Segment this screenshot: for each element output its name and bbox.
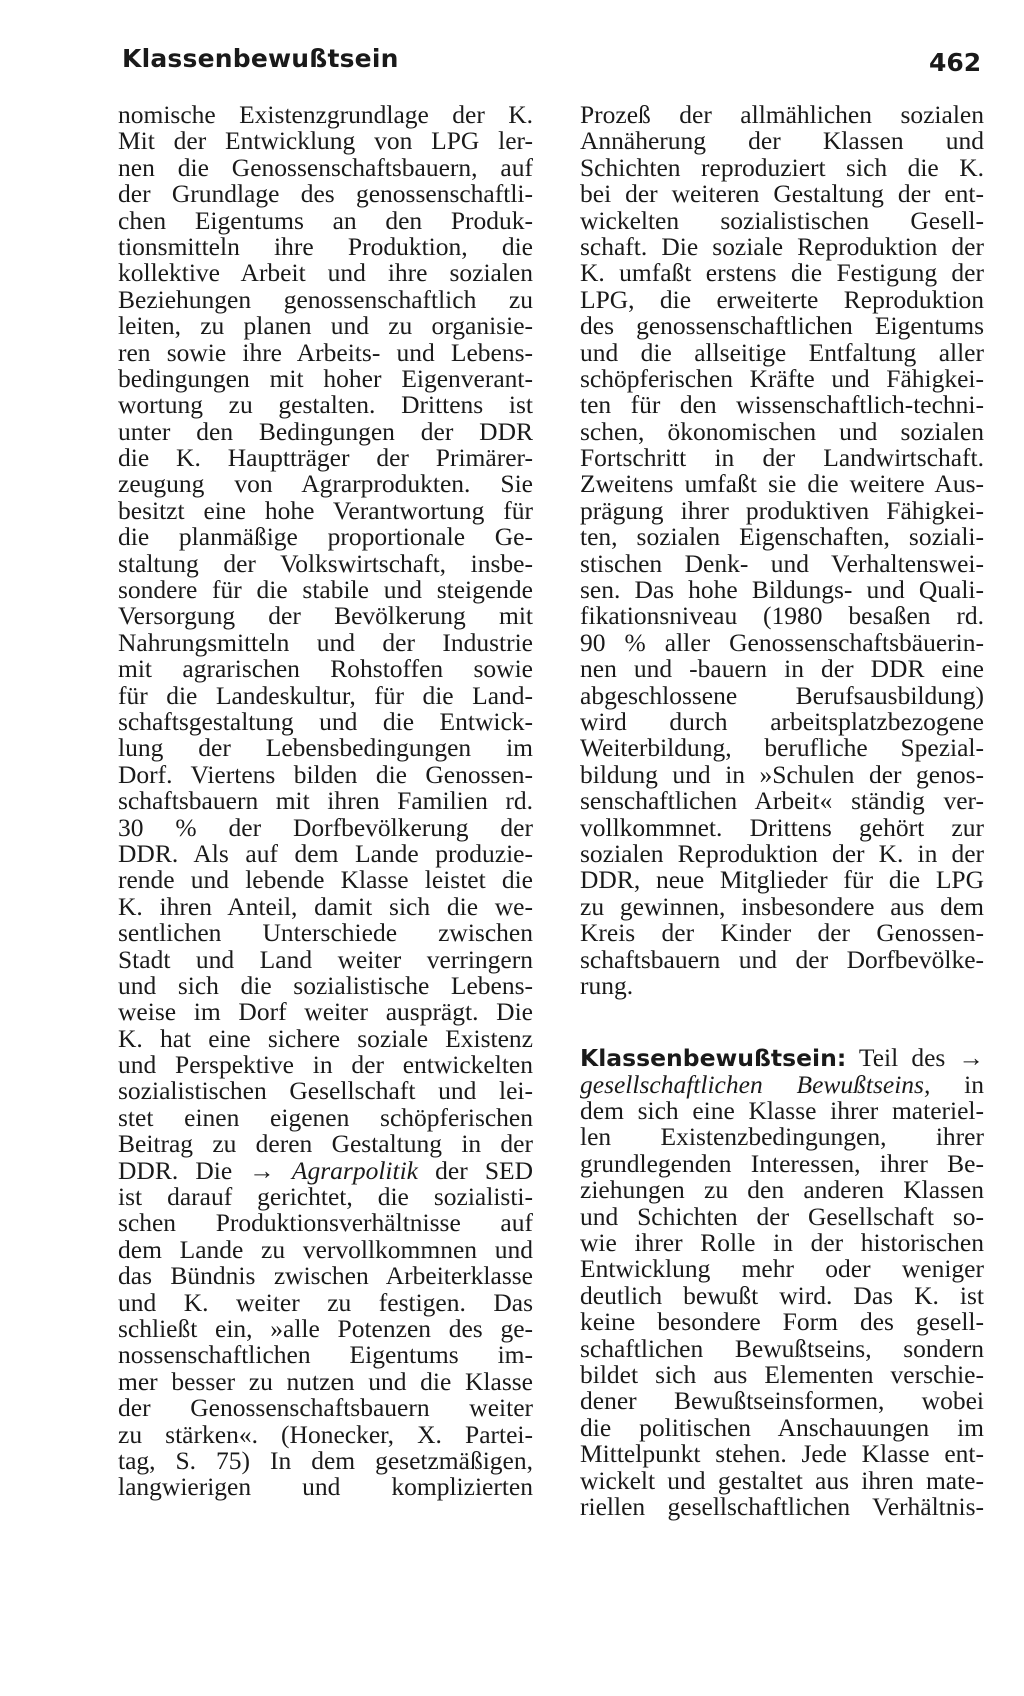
text-line: len Existenzbedingungen, ihrer bbox=[580, 1122, 984, 1152]
text-line: mit agrarischen Rohstoffen sowie bbox=[118, 654, 533, 684]
text-line: sondere für die stabile und steigende bbox=[118, 575, 533, 605]
text-line: vollkommnet. Drittens gehört zur bbox=[580, 812, 984, 842]
text-line: weise im Dorf weiter ausprägt. Die bbox=[118, 997, 533, 1027]
text-line: schen, ökonomischen und sozialen bbox=[580, 416, 984, 446]
text-line: stet einen eigenen schöpferischen bbox=[118, 1102, 533, 1132]
text-line: schaftlichen Bewußtseins, sondern bbox=[580, 1333, 984, 1363]
text-line-agrarpolitik: DDR. Die → Agrarpolitik der SED bbox=[118, 1155, 533, 1185]
text-line: Stadt und Land weiter verringern bbox=[118, 944, 533, 974]
text-line: nen die Genossenschaftsbauern, auf bbox=[118, 152, 533, 182]
text-line: wird durch arbeitsplatzbezogene bbox=[580, 706, 984, 736]
text-line: abgeschlossene Berufsausbildung) bbox=[580, 680, 984, 710]
text-line: die politischen Anschauungen im bbox=[580, 1412, 984, 1442]
text-line: DDR, neue Mitglieder für die LPG bbox=[580, 865, 984, 895]
text-line: Beziehungen genossenschaftlich zu bbox=[118, 284, 533, 314]
text-line: schen Produktionsverhältnisse auf bbox=[118, 1208, 533, 1238]
text-line: und die allseitige Entfaltung aller bbox=[580, 337, 984, 367]
text-line: Mit der Entwicklung von LPG ler- bbox=[118, 126, 533, 156]
text-line: sozialistischen Gesellschaft und lei- bbox=[118, 1076, 533, 1106]
text-line: bildet sich aus Elementen verschie- bbox=[580, 1359, 984, 1389]
text-line: fikationsniveau (1980 besaßen rd. bbox=[580, 601, 984, 631]
text-line: Kreis der Kinder der Genossen- bbox=[580, 918, 984, 948]
text-line: kollektive Arbeit und ihre sozialen bbox=[118, 258, 533, 288]
text-line: Mittelpunkt stehen. Jede Klasse ent- bbox=[580, 1439, 984, 1469]
text-line: stischen Denk- und Verhaltenswei- bbox=[580, 548, 984, 578]
text-line: LPG, die erweiterte Reproduktion bbox=[580, 284, 984, 314]
text-line: schöpferischen Kräfte und Fähigkei- bbox=[580, 363, 984, 393]
text-line: 90 % aller Genossenschaftsbäuerin- bbox=[580, 627, 984, 657]
text-line: das Bündnis zwischen Arbeiterklasse bbox=[118, 1261, 533, 1291]
text-line: ist darauf gerichtet, die sozialisti- bbox=[118, 1182, 533, 1212]
text-line: des genossenschaftlichen Eigentums bbox=[580, 311, 984, 341]
text-line: der Genossenschaftsbauern weiter bbox=[118, 1393, 533, 1423]
text-line: Fortschritt in der Landwirtschaft. bbox=[580, 443, 984, 473]
text-line: Schichten reproduziert sich die K. bbox=[580, 152, 984, 182]
text-line: der Grundlage des genossenschaftli- bbox=[118, 179, 533, 209]
text-line: und sich die sozialistische Lebens- bbox=[118, 970, 533, 1000]
text-line: Zweitens umfaßt sie die weitere Aus- bbox=[580, 469, 984, 499]
text-line: staltung der Volkswirtschaft, insbe- bbox=[118, 548, 533, 578]
running-head-title: Klassenbewußtsein bbox=[122, 44, 399, 73]
text-line: 30 % der Dorfbevölkerung der bbox=[118, 812, 533, 842]
text-line: chen Eigentums an den Produk- bbox=[118, 205, 533, 235]
text-line: nomische Existenzgrundlage der K. bbox=[118, 100, 533, 129]
text-line: schaftsbauern und der Dorfbevölke- bbox=[580, 944, 984, 974]
text-line: sen. Das hohe Bildungs- und Quali- bbox=[580, 575, 984, 605]
text-line: Weiterbildung, berufliche Spezial- bbox=[580, 733, 984, 763]
text-line: Entwicklung mehr oder weniger bbox=[580, 1254, 984, 1284]
text-line: grundlegenden Interessen, ihrer Be- bbox=[580, 1148, 984, 1178]
text-line: zu gewinnen, insbesondere aus dem bbox=[580, 891, 984, 921]
text-line: und Schichten der Gesellschaft so- bbox=[580, 1201, 984, 1231]
text-line: K. umfaßt erstens die Festigung der bbox=[580, 258, 984, 288]
text-line: ten für den wissenschaftlich-techni- bbox=[580, 390, 984, 420]
text-line: tionsmitteln ihre Produktion, die bbox=[118, 231, 533, 261]
text-line: und Perspektive in der entwickelten bbox=[118, 1050, 533, 1080]
entry-body-lines bbox=[580, 1098, 984, 1520]
text-line: nossenschaftlichen Eigentums im- bbox=[118, 1340, 533, 1370]
text-line: K. ihren Anteil, damit sich die we- bbox=[118, 891, 533, 921]
text-line: deutlich bewußt wird. Das K. ist bbox=[580, 1280, 984, 1310]
text-line: die K. Hauptträger der Primärer- bbox=[118, 443, 533, 473]
text-line: schaftsgestaltung und die Entwick- bbox=[118, 706, 533, 736]
entry-term: Klassenbewußtsein: bbox=[580, 1044, 847, 1073]
text-line: bedingungen mit hoher Eigenverant- bbox=[118, 363, 533, 393]
text-line: für die Landeskultur, für die Land- bbox=[118, 680, 533, 710]
text-line: nen und -bauern in der DDR eine bbox=[580, 654, 984, 684]
text-line: und K. weiter zu festigen. Das bbox=[118, 1287, 533, 1317]
text-line: die planmäßige proportionale Ge- bbox=[118, 522, 533, 552]
text-line: rende und lebende Klasse leistet die bbox=[118, 865, 533, 895]
right-column-lines bbox=[580, 102, 984, 999]
text-line: schließt ein, »alle Potenzen des ge- bbox=[118, 1313, 533, 1343]
text-line: Dorf. Viertens bilden die Genossen- bbox=[118, 759, 533, 789]
text-line: leiten, zu planen und zu organisie- bbox=[118, 311, 533, 341]
text-line: DDR. Als auf dem Lande produzie- bbox=[118, 838, 533, 868]
text-line: K. hat eine sichere soziale Existenz bbox=[118, 1023, 533, 1053]
text-line: ren sowie ihre Arbeits- und Lebens- bbox=[118, 337, 533, 367]
entry-head-line: Klassenbewußtsein: Teil des → bbox=[580, 1043, 984, 1073]
text-line: ziehungen zu den anderen Klassen bbox=[580, 1175, 984, 1205]
left-column bbox=[118, 102, 533, 1501]
text-line: rung. bbox=[580, 970, 634, 1000]
dictionary-entry bbox=[580, 1045, 984, 1520]
text-line: Prozeß der allmählichen sozialen bbox=[580, 100, 984, 129]
text-line: sozialen Reproduktion der K. in der bbox=[580, 838, 984, 868]
text-line: Beitrag zu deren Gestaltung in der bbox=[118, 1129, 533, 1159]
text-line: wickelt und gestaltet aus ihren mate- bbox=[580, 1465, 984, 1495]
text-line: Nahrungsmitteln und der Industrie bbox=[118, 627, 533, 657]
left-column-lines-end bbox=[118, 1184, 533, 1501]
left-column-lines bbox=[118, 102, 533, 1158]
page-number: 462 bbox=[929, 48, 982, 77]
text-line: senschaftlichen Arbeit« ständig ver- bbox=[580, 786, 984, 816]
text-line: mer besser zu nutzen und die Klasse bbox=[118, 1366, 533, 1396]
text-line: lung der Lebensbedingungen im bbox=[118, 733, 533, 763]
text-line: prägung ihrer produktiven Fähigkei- bbox=[580, 495, 984, 525]
text-line: Versorgung der Bevölkerung mit bbox=[118, 601, 533, 631]
text-line: bei der weiteren Gestaltung der ent- bbox=[580, 179, 984, 209]
cross-reference-agrarpolitik: Agrarpolitik bbox=[291, 1155, 419, 1185]
right-column bbox=[580, 102, 984, 1520]
text-line: zeugung von Agrarprodukten. Sie bbox=[118, 469, 533, 499]
text-line: bildung und in »Schulen der genos- bbox=[580, 759, 984, 789]
text-line: schaftsbauern mit ihren Familien rd. bbox=[118, 786, 533, 816]
text-line: dener Bewußtseinsformen, wobei bbox=[580, 1386, 984, 1416]
text-line: wickelten sozialistischen Gesell- bbox=[580, 205, 984, 235]
cross-reference-bewusstsein: gesellschaftlichen Bewußtseins, bbox=[580, 1069, 931, 1099]
text-line: keine besondere Form des gesell- bbox=[580, 1307, 984, 1337]
text-line: wie ihrer Rolle in der historischen bbox=[580, 1228, 984, 1258]
text-line: riellen gesellschaftlichen Verhältnis- bbox=[580, 1491, 984, 1521]
text-line: sentlichen Unterschiede zwischen bbox=[118, 918, 533, 948]
text-line: schaft. Die soziale Reproduktion der bbox=[580, 231, 984, 261]
text-line: unter den Bedingungen der DDR bbox=[118, 416, 533, 446]
entry-separator bbox=[580, 999, 984, 1045]
entry-second-line: gesellschaftlichen Bewußtseins, in bbox=[580, 1069, 984, 1099]
text-line: tag, S. 75) In dem gesetzmäßigen, bbox=[118, 1445, 533, 1475]
text-line: zu stärken«. (Honecker, X. Partei- bbox=[118, 1419, 533, 1449]
text-line: besitzt eine hohe Verantwortung für bbox=[118, 495, 533, 525]
text-line: wortung zu gestalten. Drittens ist bbox=[118, 390, 533, 420]
text-line: dem sich eine Klasse ihrer materiel- bbox=[580, 1096, 984, 1126]
text-line: Annäherung der Klassen und bbox=[580, 126, 984, 156]
text-line: langwierigen und komplizierten bbox=[118, 1472, 533, 1502]
text-line: dem Lande zu vervollkommnen und bbox=[118, 1234, 533, 1264]
text-line: ten, sozialen Eigenschaften, soziali- bbox=[580, 522, 984, 552]
